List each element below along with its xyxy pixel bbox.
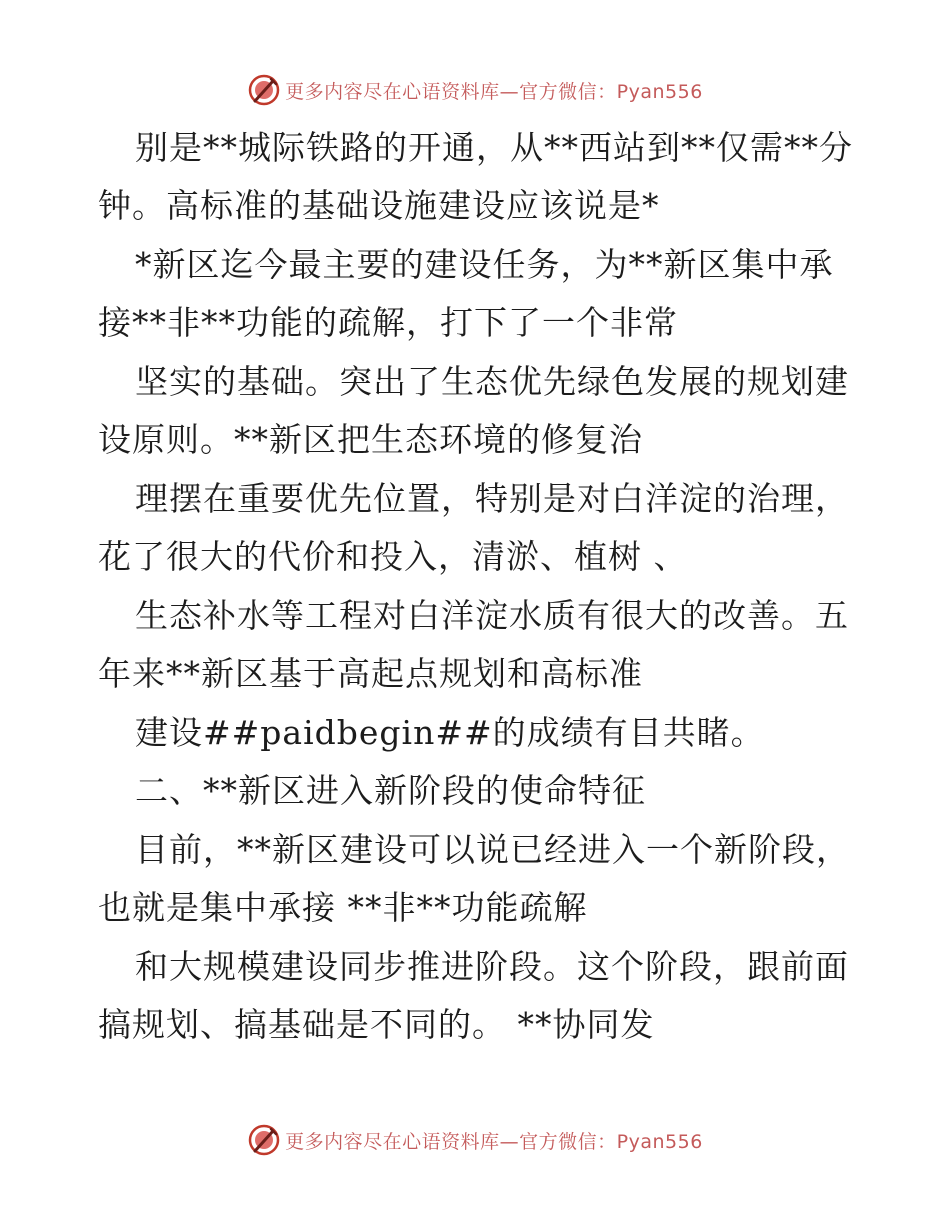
body-line: 搞规划、搞基础是不同的。 **协同发: [98, 1005, 655, 1044]
body-line: 坚实的基础。突出了生态优先绿色发展的规划建: [135, 362, 849, 401]
body-line: 也就是集中承接 **非**功能疏解: [98, 888, 588, 927]
header-watermark: [0, 72, 950, 108]
body-line: 设原则。**新区把生态环境的修复治: [98, 420, 643, 459]
body-line: 理摆在重要优先位置，特别是对白洋淀的治理，: [135, 479, 849, 518]
body-line: *新区迄今最主要的建设任务，为**新区集中承: [135, 245, 834, 284]
body-line: 钟。高标准的基础设施建设应该说是*: [98, 186, 660, 225]
body-line: 年来**新区基于高起点规划和高标准: [98, 654, 643, 693]
watermark-text: 更多内容尽在心语资料库—官方微信：Pyan556: [285, 1130, 703, 1153]
watermark-text: 更多内容尽在心语资料库—官方微信：Pyan556: [285, 80, 703, 103]
body-line: 生态补水等工程对白洋淀水质有很大的改善。五: [135, 596, 849, 635]
footer-watermark: [0, 1122, 950, 1158]
pen-seal-icon: [247, 73, 281, 107]
body-line: 目前，**新区建设可以说已经进入一个新阶段，: [135, 830, 850, 869]
section-heading: 二、**新区进入新阶段的使命特征: [135, 771, 646, 810]
body-line: 别是**城际铁路的开通，从**西站到**仅需**分: [135, 128, 853, 167]
body-line: 接**非**功能的疏解，打下了一个非常: [98, 303, 678, 342]
body-line: 建设##paidbegin##的成绩有目共睹。: [135, 713, 765, 752]
body-line: 和大规模建设同步推进阶段。这个阶段，跟前面: [135, 947, 849, 986]
body-line: 花了很大的代价和投入，清淤、植树 、: [98, 537, 688, 576]
pen-seal-icon: [247, 1123, 281, 1157]
